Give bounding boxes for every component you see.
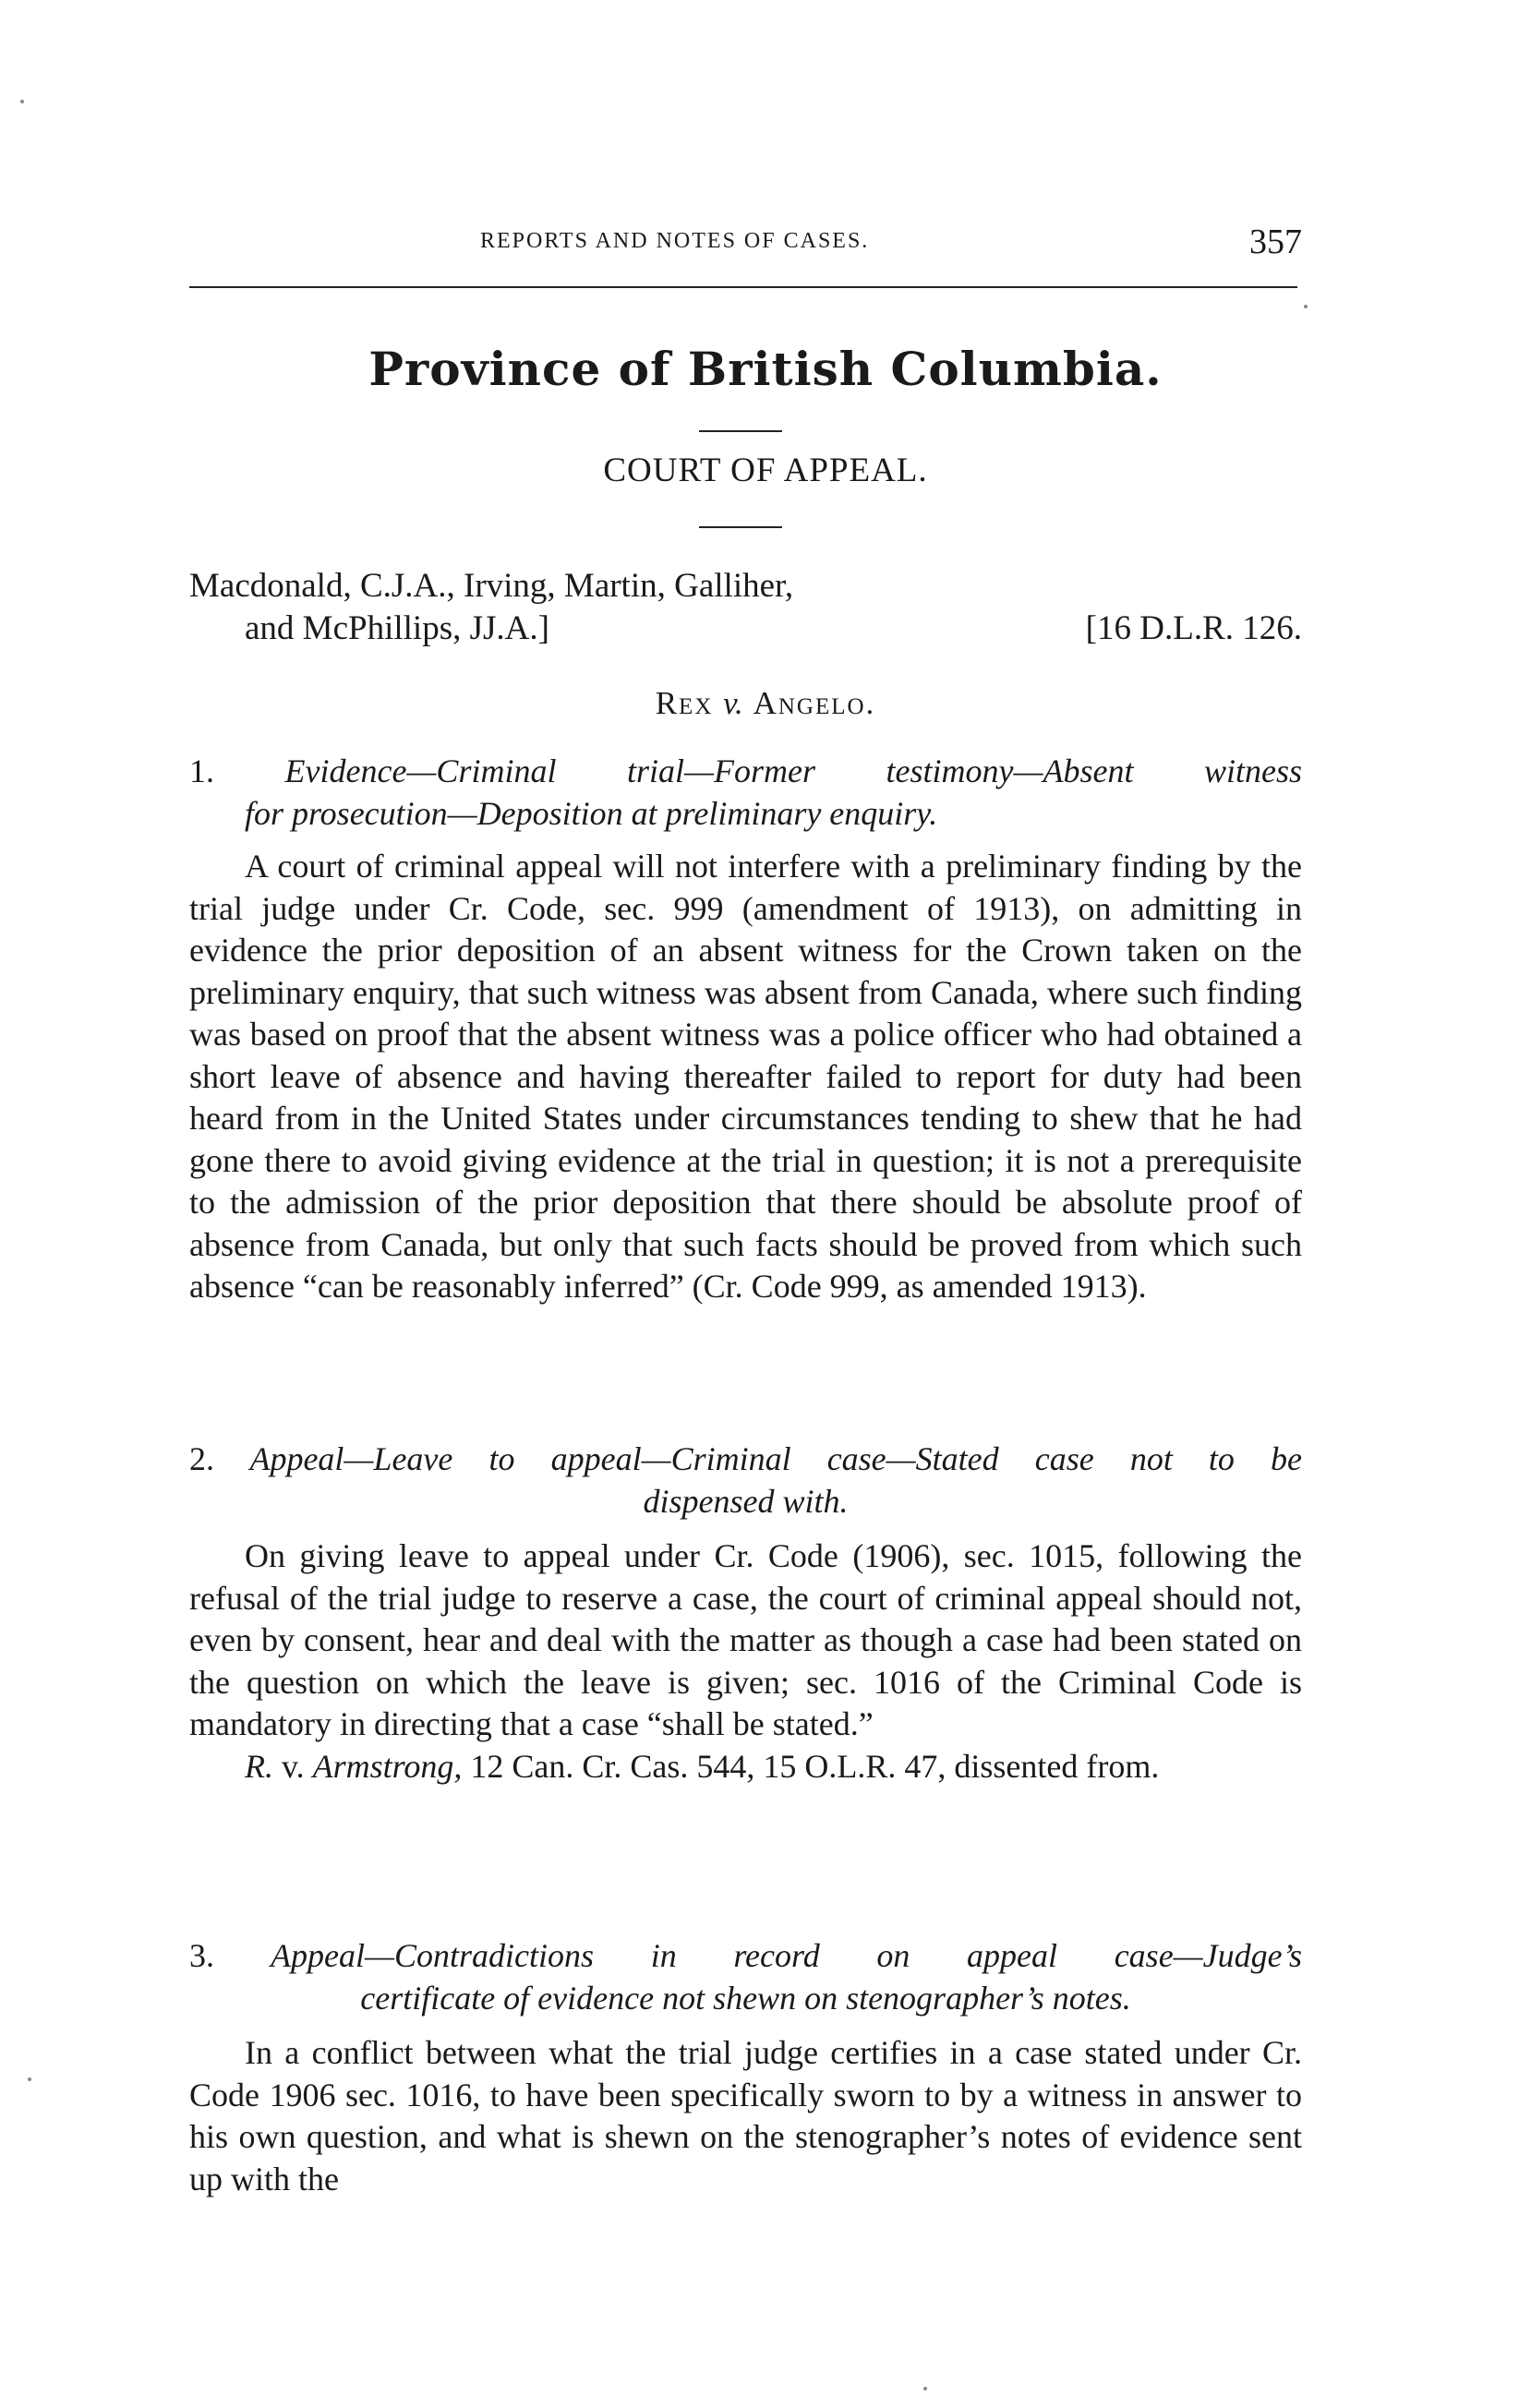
headnote-paragraph: On giving leave to appeal under Cr. Code (1906), sec. 1015, following the refusal of the trial judge to reserve a case, the court of criminal appeal should not, even by consent, hear and deal with the matter as though a case had been stated on the question on which the leave is given; sec. 1016 of the Criminal Code is mandatory in directing that a case “shall be stated.” (189, 1537, 1302, 1742)
report-citation: [16 D.L.R. 126. (1085, 609, 1302, 647)
running-head (185, 222, 1302, 268)
headnote-heading-line-2: for prosecution—Deposition at preliminary enquiry. (245, 795, 938, 832)
headnote-number: 1. (189, 752, 214, 789)
headnote-heading-line-2: dispensed with. (643, 1483, 849, 1520)
paper-speck (20, 100, 24, 103)
headnote-number: 3. (189, 1937, 214, 1974)
judges-line-1: Macdonald, C.J.A., Irving, Martin, Galliher, (189, 567, 794, 605)
headnote-heading-line-1: Appeal—Contradictions in record on appeal case—Judge’s (271, 1937, 1302, 1974)
divider-rule (699, 526, 782, 528)
headnote-heading-line-2: certificate of evidence not shewn on stenographer’s notes. (360, 1980, 1131, 2017)
judges-block (189, 565, 1302, 650)
headnote-section-2 (189, 1438, 1302, 1788)
paper-speck (1304, 305, 1308, 308)
header-rule (189, 286, 1297, 288)
court-heading: COURT OF APPEAL. (603, 452, 928, 489)
case-party-2: Angelo. (753, 685, 876, 721)
citation-versus: v. (282, 1747, 305, 1785)
paper-speck (28, 2077, 31, 2081)
case-versus: v. (723, 685, 743, 721)
headnote-number: 2. (189, 1440, 214, 1477)
headnote-heading-line-1: Evidence—Criminal trial—Former testimony—Absent witness (284, 752, 1302, 789)
headnote-heading (189, 750, 1302, 835)
headnote-heading-line-1: Appeal—Leave to appeal—Criminal case—Stated case not to be (249, 1440, 1302, 1477)
headnote-paragraph: In a conflict between what the trial judge certifies in a case stated under Cr. Code 1906 sec. 1016, to have been specifically sworn to by a witness in answer to his own question, and what is shewn on the stenographer’s notes of evidence sent up with the (189, 2034, 1302, 2197)
running-title: REPORTS AND NOTES OF CASES. (480, 229, 870, 253)
page-number: 357 (1249, 223, 1302, 261)
headnote-heading (189, 1934, 1302, 2019)
judges-line-2-row (189, 608, 1302, 650)
case-citation-paragraph (189, 1746, 1302, 1788)
divider-rule (699, 430, 782, 432)
citation-name: Armstrong, (312, 1747, 463, 1785)
judges-line-2: and McPhillips, JJ.A.] (245, 609, 549, 647)
headnote-section-3 (189, 1934, 1302, 2200)
headnote-section-1 (189, 750, 1302, 1308)
case-party-1: Rex (655, 685, 714, 721)
case-title (0, 685, 1531, 722)
headnote-paragraph: A court of criminal appeal will not interfere with a preliminary finding by the trial judge under Cr. Code, sec. 999 (amendment of 1913), on admitting in evidence the prior deposition of an absent witness for the Crown taken on the preliminary enquiry, that such witness was absent from Canada, where such finding was based on proof that the absent witness was a police officer who had obtained a short leave of absence and having thereafter failed to report for duty had been heard from in the United States under circumstances tending to shew that he had gone there to avoid giving evidence at the trial in question; it is not a prerequisite to the admission of the prior deposition that there should be absolute proof of absence from Canada, but only that such facts should be proved from which such absence “can be reasonably inferred” (Cr. Code 999, as amended 1913). (189, 848, 1302, 1305)
citation-case: R. (245, 1747, 273, 1785)
province-heading: Province of British Columbia. (368, 342, 1163, 396)
paper-speck (923, 2387, 927, 2390)
headnote-heading (189, 1438, 1302, 1523)
citation-rest: 12 Can. Cr. Cas. 544, 15 O.L.R. 47, dissented from. (470, 1747, 1160, 1785)
